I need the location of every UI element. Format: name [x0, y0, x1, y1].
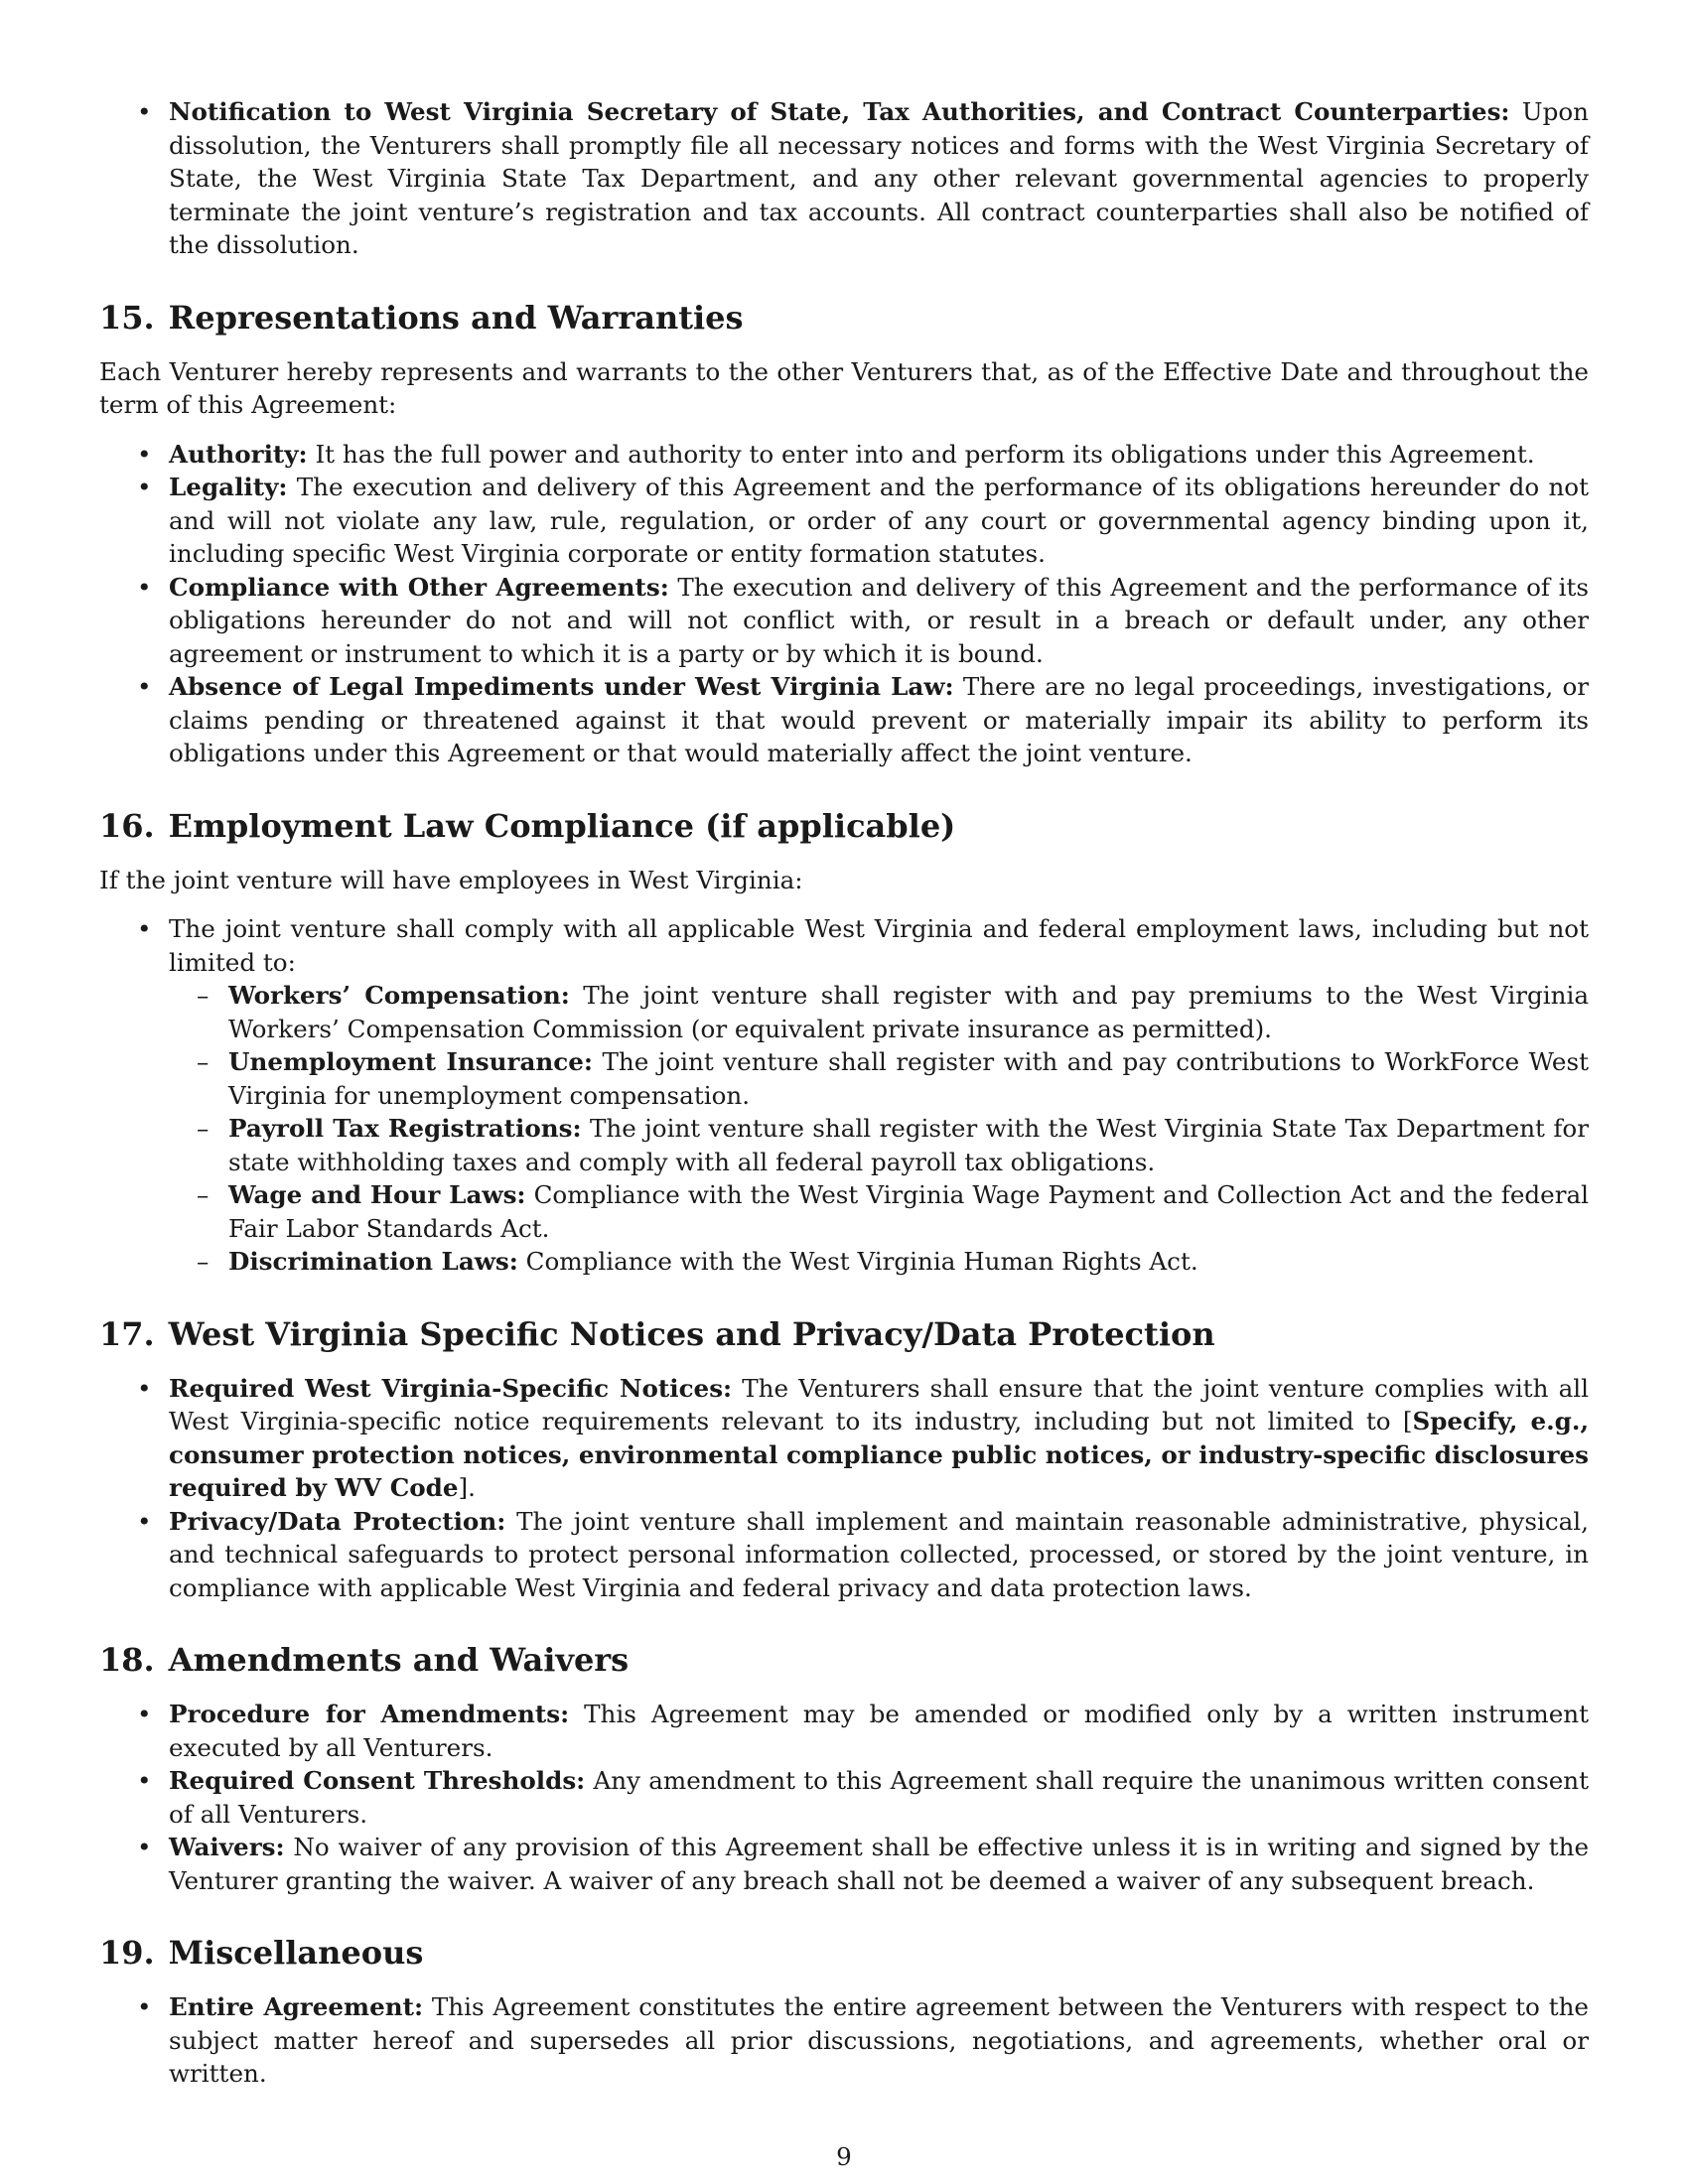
sublist-item-discrimination	[169, 1245, 1589, 1279]
item-text-end: ].	[458, 1473, 476, 1502]
list-item-procedure	[99, 1698, 1589, 1764]
item-text: The joint venture shall register with and pay contributions to WorkForce West Virginia for unemployment compensation.	[228, 1047, 1589, 1110]
item-label: Privacy/Data Protection:	[169, 1506, 506, 1536]
section-title: Employment Law Compliance (if applicable)	[168, 806, 956, 845]
item-text: Compliance with the West Virginia Human Rights Act.	[517, 1247, 1198, 1276]
item-text: The execution and delivery of this Agreement and the performance of its obligations hereunder do not and will not conflict with, or result in a breach or default under, any other agreement or instrument to which it is a party or by which it is bound.	[169, 572, 1589, 668]
item-label: Payroll Tax Registrations:	[228, 1114, 582, 1143]
item-text: The Venturers shall ensure that the joint venture complies with all West Virginia-specific notice requirements relevant to its industry, including but not limited to [	[169, 1373, 1589, 1435]
bullet-icon: •	[137, 1700, 152, 1728]
dash-icon: –	[197, 1047, 210, 1076]
item-label: Required Consent Thresholds:	[169, 1766, 586, 1795]
bullet-icon: •	[137, 1766, 152, 1795]
bullet-icon: •	[137, 672, 152, 701]
item-text: The joint venture shall register with the West Virginia State Tax Department for state withholding taxes and comply with all federal payroll tax obligations.	[228, 1114, 1589, 1176]
dissolution-list	[99, 95, 1589, 262]
sublist-item-workers-comp	[169, 979, 1589, 1045]
document-page	[99, 95, 1589, 2091]
item-label: Absence of Legal Impediments under West Virginia Law:	[169, 672, 954, 701]
item-label: Waivers:	[169, 1833, 285, 1861]
section-intro: If the joint venture will have employees in West Virginia:	[99, 865, 803, 894]
item-label: Entire Agreement:	[169, 1992, 424, 2021]
sublist-item-payroll-tax	[169, 1112, 1589, 1178]
item-label: Procedure for Amendments:	[169, 1700, 570, 1728]
item-text: This Agreement may be amended or modified only by a written instrument executed by all Venturers.	[169, 1700, 1589, 1762]
list-item-impediments	[99, 670, 1589, 770]
item-text: It has the full power and authority to enter into and perform its obligations under this Agreement.	[307, 439, 1535, 469]
section-heading-15	[99, 298, 1589, 338]
section-title: Amendments and Waivers	[168, 1641, 630, 1679]
list-item-waivers	[99, 1831, 1589, 1897]
section-title: Representations and Warranties	[168, 298, 744, 337]
section-number: 17.	[99, 1314, 155, 1353]
section-heading-17	[99, 1314, 1589, 1354]
bullet-icon: •	[137, 572, 152, 602]
item-label: Compliance with Other Agreements:	[169, 572, 669, 602]
section-heading-18	[99, 1640, 1589, 1680]
item-label: Unemployment Insurance:	[228, 1047, 593, 1076]
bullet-icon: •	[137, 473, 152, 501]
bullet-icon: •	[137, 439, 152, 469]
sublist-item-wage-hour	[169, 1178, 1589, 1245]
item-text: There are no legal proceedings, investigations, or claims pending or threatened against it that would prevent or materially impair its ability to perform its obligations under this Agreement or that would materially affect the joint venture.	[169, 672, 1590, 767]
section-heading-19	[99, 1933, 1589, 1973]
list-item-notification	[99, 95, 1589, 262]
bullet-icon: •	[137, 1833, 152, 1861]
item-label: Workers’ Compensation:	[228, 981, 570, 1010]
dash-icon: –	[197, 1180, 210, 1209]
list-item-authority	[99, 438, 1589, 472]
section-intro: Each Venturer hereby represents and warrants to the other Venturers that, as of the Effective Date and throughout the term of this Agreement:	[99, 356, 1589, 419]
section-title: Miscellaneous	[168, 1934, 424, 1972]
page-number: 9	[836, 2142, 852, 2171]
item-label: Authority:	[169, 439, 308, 469]
employment-list	[99, 912, 1589, 1279]
notices-list	[99, 1372, 1589, 1605]
sublist-item-unemployment	[169, 1045, 1589, 1112]
section-number: 18.	[99, 1641, 155, 1679]
list-item-consent	[99, 1764, 1589, 1831]
item-text: No waiver of any provision of this Agreement shall be effective unless it is in writing and signed by the Venturer granting the waiver. A waiver of any breach shall not be deemed a waiver of any subsequent breach.	[169, 1833, 1589, 1895]
list-item-wv-notices	[99, 1372, 1589, 1505]
bullet-icon: •	[137, 97, 152, 126]
list-item-legality	[99, 471, 1589, 571]
item-text: Compliance with the West Virginia Wage Payment and Collection Act and the federal Fair Labor Standards Act.	[228, 1180, 1589, 1243]
item-text: The execution and delivery of this Agreement and the performance of its obligations hereunder do not and will not violate any law, rule, regulation, or order of any court or governmental agency binding upon it, including specific West Virginia corporate or entity formation statutes.	[169, 473, 1589, 568]
item-text: The joint venture shall register with and pay premiums to the West Virginia Workers’ Compensation Commission (or equivalent private insurance as permitted).	[228, 981, 1589, 1043]
representations-list	[99, 438, 1589, 770]
dash-icon: –	[197, 981, 210, 1010]
item-label: Required West Virginia-Specific Notices:	[169, 1373, 733, 1403]
item-text: This Agreement constitutes the entire agreement between the Venturers with respect to the subject matter hereof and supersedes all prior discussions, negotiations, and agreements, whether oral or written.	[169, 1992, 1589, 2088]
section-number: 16.	[99, 806, 155, 845]
item-text: Any amendment to this Agreement shall require the unanimous written consent of all Venturers.	[169, 1766, 1590, 1829]
section-number: 19.	[99, 1934, 155, 1972]
amendments-list	[99, 1698, 1589, 1897]
placeholder-text: Specify, e.g., consumer protection notices, environmental compliance public notices, or industry-specific disclosures required by WV Code	[169, 1407, 1589, 1502]
list-item-entire-agreement	[99, 1990, 1589, 2091]
list-item-compliance	[99, 571, 1589, 671]
item-text: Upon dissolution, the Venturers shall promptly file all necessary notices and forms with the West Virginia Secretary of State, the West Virginia State Tax Department, and any other relevant governmental agencies to properly terminate the joint venture’s registration and tax accounts. All contract counterparties shall also be notified of the dissolution.	[169, 97, 1589, 259]
item-text: The joint venture shall implement and maintain reasonable administrative, physical, and technical safeguards to protect personal information collected, processed, or stored by the joint venture, in compliance with applicable West Virginia and federal privacy and data protection laws.	[169, 1506, 1589, 1602]
dash-icon: –	[197, 1114, 210, 1143]
employment-sublist	[169, 979, 1589, 1279]
section-number: 15.	[99, 298, 155, 337]
item-label: Discrimination Laws:	[228, 1247, 518, 1276]
section-heading-16	[99, 806, 1589, 846]
item-label: Legality:	[169, 473, 288, 501]
bullet-icon: •	[137, 914, 152, 943]
bullet-icon: •	[137, 1992, 152, 2021]
section-title: West Virginia Specific Notices and Privacy/Data Protection	[168, 1314, 1215, 1353]
item-label: Wage and Hour Laws:	[228, 1180, 526, 1209]
miscellaneous-list	[99, 1990, 1589, 2091]
dash-icon: –	[197, 1247, 210, 1276]
bullet-icon: •	[137, 1373, 152, 1403]
item-label: Notification to West Virginia Secretary of State, Tax Authorities, and Contract Counterparties:	[169, 97, 1510, 126]
item-text: The joint venture shall comply with all applicable West Virginia and federal employment laws, including but not limited to:	[169, 914, 1589, 977]
list-item-privacy	[99, 1505, 1589, 1605]
bullet-icon: •	[137, 1506, 152, 1536]
list-item-employment-laws	[99, 912, 1589, 1279]
